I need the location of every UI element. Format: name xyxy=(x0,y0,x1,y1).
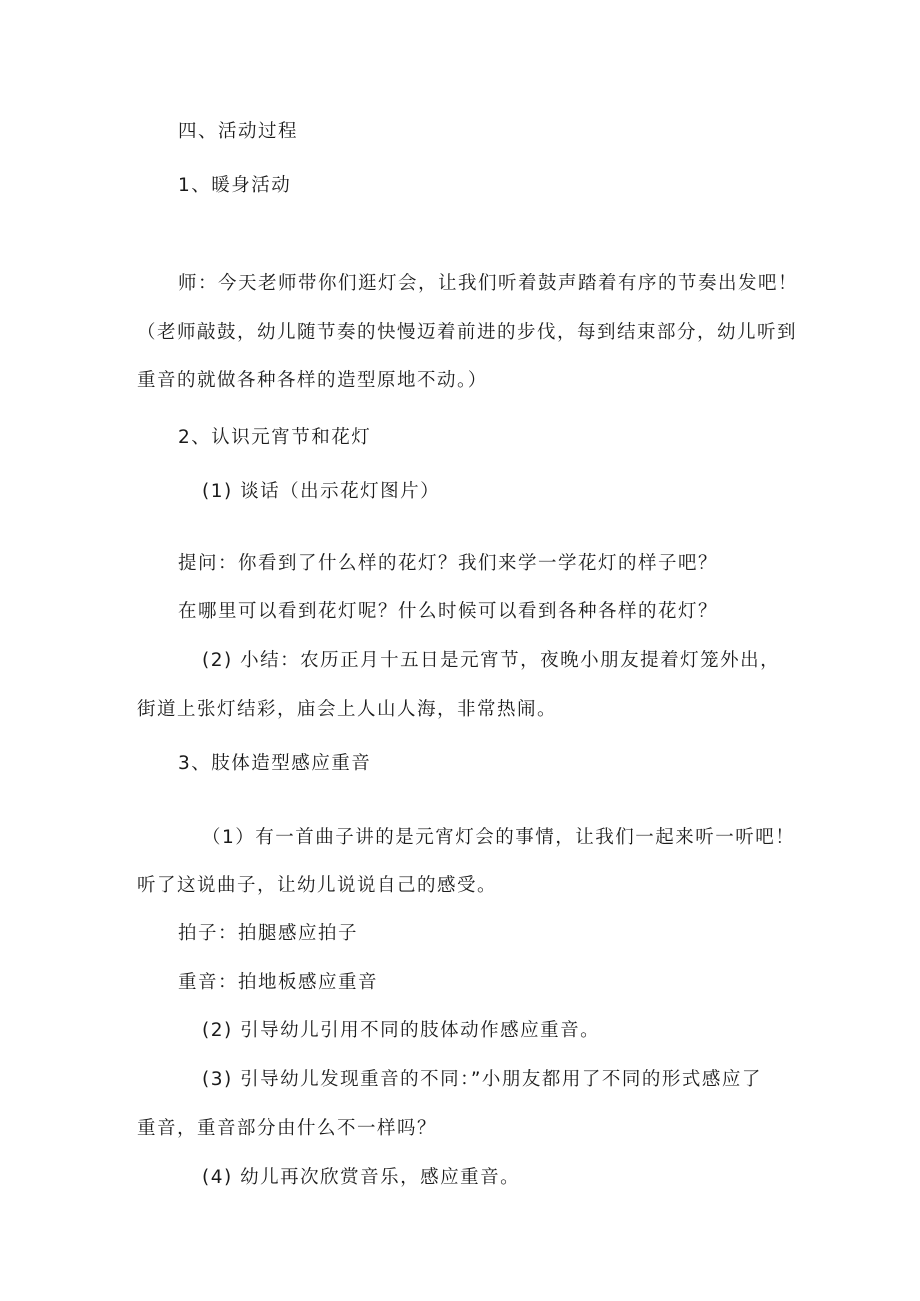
item-line: 重音，重音部分由什么不一样吗？ xyxy=(137,1118,438,1139)
paragraph-line: 师：今天老师带你们逛灯会，让我们听着鼓声踏着有序的节奏出发吧！ xyxy=(178,273,799,294)
subsection-item: (1) 谈话（出示花灯图片） xyxy=(202,481,441,502)
question-line: 提问：你看到了什么样的花灯？我们来学一学花灯的样子吧？ xyxy=(178,553,719,574)
section2-title: 2、认识元宵节和花灯 xyxy=(178,427,372,448)
accent-line: 重音：拍地板感应重音 xyxy=(178,972,379,993)
section3-title: 3、肢体造型感应重音 xyxy=(178,753,372,774)
question-line: 在哪里可以看到花灯呢？什么时候可以看到各种各样的花灯？ xyxy=(178,601,719,622)
item-line: (4) 幼儿再次欣赏音乐，感应重音。 xyxy=(202,1167,521,1188)
section-heading: 四、活动过程 xyxy=(178,121,299,142)
summary-line: (2) 小结：农历正月十五日是元宵节，夜晚小朋友提着灯笼外出， xyxy=(202,650,781,671)
item-line: (2) 引导幼儿引用不同的肢体动作感应重音。 xyxy=(202,1020,601,1041)
item-line: （1）有一首曲子讲的是元宵灯会的事情，让我们一起来听一听吧！ xyxy=(202,827,796,848)
paragraph-line: 重音的就做各种各样的造型原地不动。） xyxy=(137,370,488,391)
summary-line: 街道上张灯结彩，庙会上人山人海，非常热闹。 xyxy=(137,699,558,720)
beat-line: 拍子：拍腿感应拍子 xyxy=(178,923,359,944)
item-line: (3) 引导幼儿发现重音的不同：”小朋友都用了不同的形式感应了 xyxy=(202,1069,762,1090)
item-line: 听了这说曲子，让幼儿说说自己的感受。 xyxy=(137,875,498,896)
section1-title: 1、暖身活动 xyxy=(178,175,292,196)
paragraph-line: （老师敲鼓，幼儿随节奏的快慢迈着前进的步伐，每到结束部分，幼儿听到 xyxy=(137,322,798,343)
